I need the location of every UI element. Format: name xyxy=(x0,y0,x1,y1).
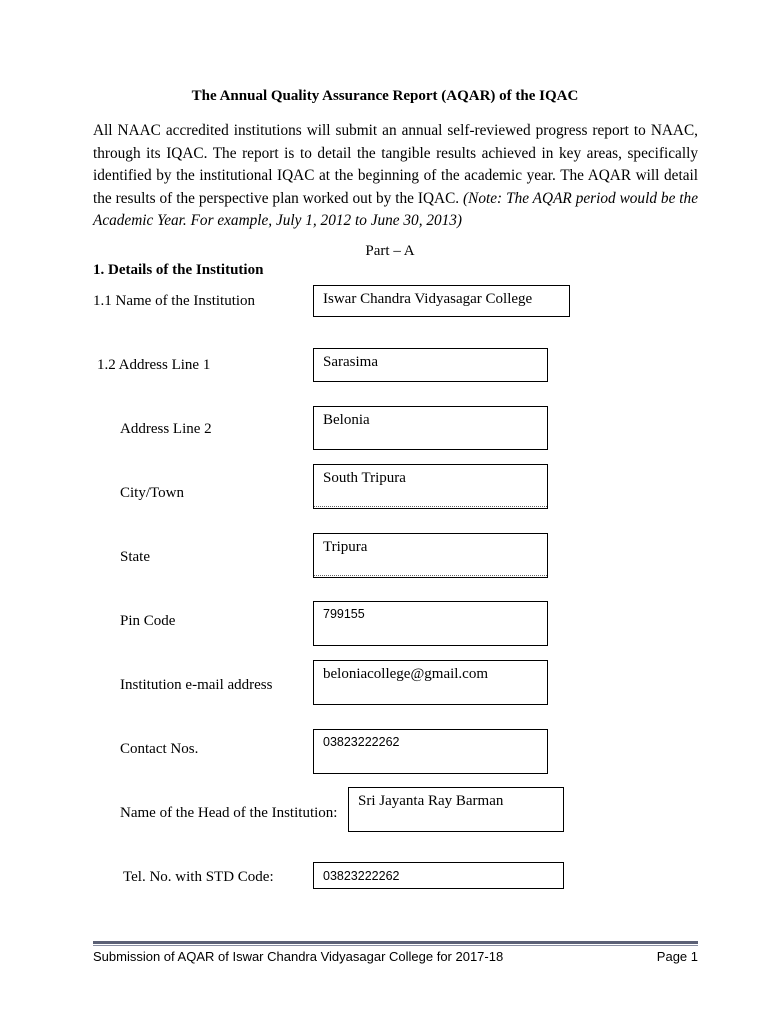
footer-rule-thin xyxy=(93,945,698,946)
head-value: Sri Jayanta Ray Barman xyxy=(358,793,504,809)
footer-rule xyxy=(93,941,698,944)
address2-value: Belonia xyxy=(323,412,370,428)
tel-label: Tel. No. with STD Code: xyxy=(123,869,274,885)
city-label: City/Town xyxy=(120,485,184,501)
city-value: South Tripura xyxy=(323,470,406,486)
pin-value: 799155 xyxy=(323,607,365,621)
name-label: 1.1 Name of the Institution xyxy=(93,293,256,309)
state-underline xyxy=(314,575,547,576)
intro-note: (Note: The AQAR period would be the Academic Year. For example, July 1, 2012 to June 30, 2013) xyxy=(93,189,698,229)
intro-text: All NAAC accredited institutions will submit an annual self-reviewed progress report to NAAC, through its IQAC. The report is to detail the tangible results achieved in key areas, specifically identified by the institutional IQAC at the beginning of the academic year. The AQAR will detail the results of the perspective plan worked out by the IQAC. xyxy=(93,122,698,207)
address2-field[interactable] xyxy=(313,406,548,450)
city-underline xyxy=(314,506,547,507)
section-heading: 1. Details of the Institution xyxy=(93,262,264,278)
contact-value: 03823222262 xyxy=(323,735,400,749)
address2-label: Address Line 2 xyxy=(120,421,212,437)
head-label: Name of the Head of the Institution: xyxy=(120,805,338,821)
email-label: Institution e-mail address xyxy=(120,677,273,693)
name-value: Iswar Chandra Vidyasagar College xyxy=(323,291,533,307)
page-number: Page 1 xyxy=(656,949,698,964)
footer-text: Submission of AQAR of Iswar Chandra Vidyasagar College for 2017-18 xyxy=(93,949,504,964)
state-label: State xyxy=(120,549,150,565)
pin-label: Pin Code xyxy=(120,613,176,629)
tel-value: 03823222262 xyxy=(323,869,400,883)
head-field[interactable] xyxy=(348,787,564,832)
contact-label: Contact Nos. xyxy=(120,741,199,757)
state-value: Tripura xyxy=(323,539,368,555)
email-field[interactable] xyxy=(313,660,548,705)
email-value: beloniacollege@gmail.com xyxy=(323,666,489,682)
contact-field[interactable] xyxy=(313,729,548,774)
address1-label: 1.2 Address Line 1 xyxy=(97,357,211,373)
state-field[interactable] xyxy=(313,533,548,578)
part-label: Part – A xyxy=(365,243,415,259)
document-title: The Annual Quality Assurance Report (AQAR) of the IQAC xyxy=(191,88,579,104)
tel-field[interactable] xyxy=(313,862,564,889)
address1-field[interactable] xyxy=(313,348,548,382)
pin-field[interactable] xyxy=(313,601,548,646)
address1-value: Sarasima xyxy=(323,354,378,370)
intro-paragraph xyxy=(93,120,698,233)
city-field[interactable] xyxy=(313,464,548,509)
name-field[interactable] xyxy=(313,285,570,317)
